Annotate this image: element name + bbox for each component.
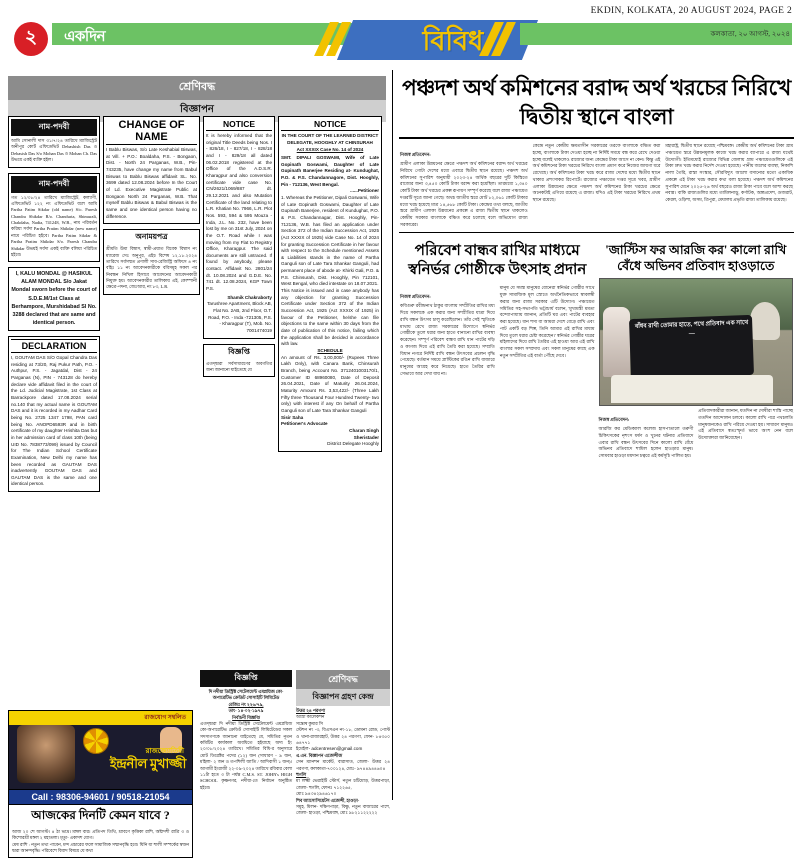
classified-zone xyxy=(4,70,390,854)
entry-line: সমূহ, মিলন- দক্ষিণপাড়া, বিষ্ণু, নতুন বাজারের পাশে, জেলা- হাওড়া, পশ্চিমবঙ্গ, মোঃ ৯৮২১১২২২২২ xyxy=(296,803,390,816)
ad-body: আমি সোনালী দাস ৩১/৭/২৪ তারিখে ম্যাজিস্ট্রেট অনীপুর কোর্ট এফিডেভিট Debashish Das ও Debasish Das S/o Mohan Das ও Mohan Ch. Das উভয়ে একই ব্যক্তি হইল। xyxy=(11,138,97,163)
statue-bust xyxy=(750,302,781,340)
ad-change-of-name xyxy=(103,116,200,224)
ad-body: গত ১২/০৮/২৪ তারিখে ম্যাজিস্ট্রেট, কল্যাণী, এফিডেভিট ১২২ নং এফিডেভিট বলে আমি Partha Patim Sikdar (old name) S/o. Paresh Chandra Shikdar R/o. Chanduria, Shimurali, Chakdaha, Nadia, 741248, W.B., নাম পরিবর্তন করিয়া সর্বদা Partha Pratim Shikdar (new name) নামে পরিচিত হইবে। Partha Patim Sikdar & Partha Pratim Shikdar S/o. Paresh Chandra Shikdar উভয়ই সর্বদা একই ব্যক্তি বলিয়া পরিচিত হইবে। xyxy=(11,194,97,257)
astrologer-advertisement[interactable] xyxy=(8,710,193,858)
entry-email[interactable]: ইমেইল- adcentresen@gmail.com xyxy=(296,746,363,752)
acceptance-header-2: বিজ্ঞাপন গ্রহণ কেন্দ্র xyxy=(296,689,390,706)
article-column-3 xyxy=(665,143,793,229)
ad-body: এতদ্দ্বারা সর্বসাধারণের অবগতির জন্য জানানো যাইতেছে যে xyxy=(206,360,272,373)
horoscope-aries: মেষ রাশি : নতুন তথ্য পাবেন, মন্দ প্রচারের ফলে সামাজিক সম্মানবৃদ্ধি হবে। যিনি যা শালী সম্পর্কের স্বজন দ্বারা আনন্দবৃদ্ধি। পরিবেশে বিবাদ বিষয়ে যে কথা xyxy=(12,841,189,854)
page-number-badge: ২ xyxy=(14,22,48,56)
story-body: আরজি কর মেডিক্যাল কলেজ হাসপাতালে তরুণী চিকিৎসকের নৃশংস ধর্ষণ ও খুনের ঘটনার প্রতিবাদে এবার রাখি বন্ধন উৎসবের দিনে কালো রাখি বেঁধে অভিনব প্রতিবাদে শামিল হলেন হাওড়ার মানুষ। সোমবার হাওড়া ময়দান চত্বরে এই কর্মসূচি পালিত হয়। xyxy=(598,426,694,459)
ad-name-change-1 xyxy=(8,116,100,168)
bengali-election-notice xyxy=(200,670,292,791)
masthead xyxy=(0,0,800,70)
astrologer-name: ইন্দ্রনীল মুখাজ্জী xyxy=(109,756,186,771)
story-rakhi-selfhelp xyxy=(400,240,595,460)
entry-line: মোঃ ৯৪৩৪২৯৪৬১৭০ xyxy=(296,791,337,797)
classified-banner-line1: শ্রেণিবদ্ধ xyxy=(8,76,386,100)
story-body: প্রতিবাদকারীরা জানান, যতদিন না দোষীরা শাস্তি পাচ্ছে ততদিন আন্দোলন চলবে। কালো রাখি পরে পথচলতি মানুষজনকেও রাখি পরিয়ে দেওয়া হয়। সাধারণ মানুষও এই প্রতিবাদে স্বতঃস্ফূর্ত ভাবে অংশ নেন বলে উদ্যোক্তারা জানিয়েছেন। xyxy=(698,408,793,441)
ad-officer-name: Charan Singh xyxy=(349,427,379,433)
ad-body: শ্রীমতি উমা বিশ্বাস, স্বামী-প্রয়াত বিবেক বিশ্বাস নং ম্যারেজ সেঃ অনুপুর, এইচ বিশেষ ১২.১৮.২০২৪ তারিখে সর্বসম্মত প্রণালী সাব-রেজিস্ট্রি অফিসে ৪ নং বহিঃ ১১ নং আবেদনকারীকে ববিসমূহ সকল পর নিবন্ধন নিখিল হিসাবে আবেদনের আবেদনকারী নিযুক্ত হয়। আবেদনকারীর তালিকায় এই, কোম্পানী ক্ষেত্রে-পদনা, জেঃআর, নং ৮৩, L.R. xyxy=(106,246,197,290)
ad-succession-court-notice xyxy=(278,116,382,452)
article-body: গ্রামীণ এলাকা উন্নয়নের ক্ষেত্রে পঞ্চদশ অর্থ কমিশনের বরাদ্দ অর্থ খরচের নিরিখে গোটা দেশের মধ্যে এবারে দ্বিতীয় স্থানে রয়েছে। পঞ্চদশ অর্থ কমিশনের সুপারিশ অনুযায়ী ২০২৩-২৪ অর্থিক বছরের দুটি কিস্তিতে রাজ্যের জন্য ৩,৪৫০ কোটি টাকা বরাদ্দ করা হয়েছিল। তারমধ্যে ১,৩৪০ কোটি টাকা অর্থ খরচের প্রকল্প রূপায়ণ সম্পূর্ণ করেছে বলে রাজ্য পঞ্চায়েত দপ্তরটি সূত্রে জানা গেছে। অথচ জাতীয় স্তরে মোট ৮২,০৬১ কোটি টাকার মধ্যে খরচ হয়েছে মাত্র ১৪,৫৬৮ কোটি টাকা। কেন্দ্রের তথ্য বলছে, জাতীয় স্তরে গ্রামীণ এলাকা উন্নয়নের প্রকল্পে এ রাজ্য দ্বিতীয় স্থানে থাকলেও কেন্দ্রীয় সরকার বাংলাকে বঞ্চিত করে চলেছে বলে অভিযোগ রাজ্য সরকারের। xyxy=(400,161,528,227)
ad-lost-deeds-notice xyxy=(203,116,275,339)
entry-title: এ.এন. বিজ্ঞাপন এজেন্সীজ xyxy=(296,752,343,758)
story-column-1 xyxy=(599,408,694,460)
acceptance-header-1: শ্রেণিবদ্ধ xyxy=(296,670,390,689)
story-black-rakhi-protest xyxy=(599,240,794,460)
ad-schedule-header: SCHEDULE xyxy=(317,348,343,353)
draped-table xyxy=(611,375,773,403)
mandala-icon xyxy=(83,728,109,754)
ad-header: NOTICE xyxy=(206,119,272,131)
entry-line: সন্তোষ কুমার সি xyxy=(296,720,323,726)
ad-body-2: 1. Whereas the Petitioner, Dipali Goswami, Wife of Late Gopinath Goswami, Daughter of Late Gupinath Banerjee, resident of Kundughat, P.O. & P.S. Chandannagar, Dist. Hooghly, Pin- 712136, W.B. has filed an application under Section 372 of the Indian Succession Act, 1925 (Act XXXIX of 1925) vide Case No. 14 of 2024 for granting Succession Certificate in her favour with respect to the Schedule mentioned Assets & Liabilities stands in the name of Partha Ganguli son of Late Tara Shankar Ganguli, had permanent place of abode at- Khirki Gali, P.O. & P.S. Chinsurah, Dist. Hooghly, Pin 712101, West Bengal, who died intestate on 18.07.2021. xyxy=(281,194,379,287)
ad-name-change-2 xyxy=(8,173,100,263)
astrologer-title: রাজজ্যোতিষী xyxy=(145,747,184,755)
acceptance-entry xyxy=(296,708,390,753)
ad-body-3: This Notice is issued and in case anybody has any objection for granting Succession Certificate under Section 372 of the Indian Succession Act, 1925 (Act XXXIX of 1925) in favour of the Petitioner, he/she can file objections to the same within 30 days from the date of publication of this notice, failing which the application shall be decided in accordance with law. xyxy=(281,288,379,347)
astrologer-photo xyxy=(9,711,192,789)
story-column-2 xyxy=(698,408,793,460)
entry-title: শিব অ্যাসোসিয়েটস এজেন্সী, হাওড়া- xyxy=(296,797,360,803)
article-column-1 xyxy=(400,143,528,229)
horoscope-title: আজকের দিনটি কেমন যাবে ? xyxy=(9,804,192,828)
ad-header: DECLARATION xyxy=(11,339,97,353)
entry-line: স্টেশন নং -৩, বিএসএন নং-১৮, ডোমনা রোড, পোস্ট ও থানা-রাজারহাট, উত্তর ২৪ পরগণা, ফোন- ৮৪৩৫০ ৬৪৭৭১ xyxy=(296,727,390,745)
ad-header: CHANGE OF NAME xyxy=(106,119,197,145)
horoscope-body: আজ ২০ শে আগস্ট। ৪ ঠা ভাদ্র। মঙ্গল বার। প্রতিপদ তিথি, শ্রাবণে কৃত্তিকা রাশি, অষ্টাদশী রাত্রি ৩ ও কিশোরশ্রী মঙ্গল ২ মহাতলা। মৃত্যু- একাদশ যোগ। xyxy=(12,829,189,841)
ad-body: It is hereby informed that the original Title Deeds being Nos. I - 826/18, I - 827/18, I - 828/18 and I - 829/18 all dated 06.02.2018 registered at the Office of the A.D.S.R. Kharagpur and also conversion certificate vide case No. CN/2621/1069/887 dt. 29.12.2021 and also Mutation Certificate of the land relating to L.R. Khatian No. 7966, L.R. Plot Nos. 593, 594 & 595 Mouza - Inda, J.L. No. 232, have been lost by me on 31st July, 2024 on the O.T. Road while I was moving from my Flat to Registry Office, Kharagpur. The said documents are still untraced. If found by anybody, please contact. Affidavit No. 2801/24 dt. 10.08.2024 and G.D.E. No. 741 dt. 12.08.2024, KGP Town P.S. xyxy=(206,133,272,292)
ad-petitioner-label: ......Petitioner xyxy=(350,188,379,194)
ad-header: নাম-পদবী xyxy=(11,176,97,193)
protest-photo xyxy=(599,278,794,406)
ad-header: বিজ্ঞপ্তি xyxy=(228,346,250,356)
ad-advocate-name: Sisir Saha xyxy=(281,414,304,420)
classified-banner-line2: বিজ্ঞাপন xyxy=(8,100,386,122)
notice-date: তাং- ১৪-০২-১৯৭৯ xyxy=(228,708,264,714)
story-column-2 xyxy=(500,285,595,377)
classified-column-3 xyxy=(203,116,275,497)
main-headline: পঞ্চদশ অর্থ কমিশনের বরাদ্দ অর্থ খরচের নিরিখে দ্বিতীয় স্থানে বাংলা xyxy=(402,76,791,129)
notice-registration: রেজিঃ নং ২২৬/৭৯, xyxy=(228,701,264,707)
acceptance-entry xyxy=(296,798,390,817)
astro-top-banner xyxy=(9,711,192,725)
ad-declaration xyxy=(8,336,100,492)
ad-case-number: Act XXXIX Case No. 14 of 2024 xyxy=(296,147,364,153)
ad-header: NOTICE xyxy=(281,119,379,131)
entry-line: মা লক্ষ্মী ভেরাইটি স্টোর্স, নতুন চটিমোড়, উত্তরপাড়া, জেলা- হুগলি, ফোনঃ ৭১২২৬৫, xyxy=(296,778,390,790)
ad-sworn-declaration xyxy=(8,267,100,331)
ad-body: I, GOUTAM DAS S/O Gopal Chandra Das residing at 73/20, Raj Pukur Path, P.O. - Authpur, P.S. - Jagatdal, Dist - 24 Parganas (N), PIN - 743128 do hereby declare vide affidavit filed in the court of the Ld. Judicial Magistrate, 1st Class at Barrackpore dated 17.08.2024 serial no.140 that my actual name is GOUTAM DAS and it is recorded in my Aadhar Card being No. 2725 1347 1798, PAN card being No. ANOPD6593R and in birth certificate of my daughter Hrishita Das but in her admission card of class 10th (being UID No. 7838773/099) issued by Council for The Indian School Certificate Examination, New Delhi my name has been recorded as GAUTAM DAS inadvertently GOUTAM DAS and GAUTAM DAS is the same and one identical person. xyxy=(11,355,97,487)
ad-body: I Bablu Biswas, S/o Late Keshabial Biswas, at Vill. + P.O.: Boaldaha, P.S. - Bongaon, Dist. - North 24 Parganas, W.B., Pin-743235, have change my name from Babul Biswas to Bablu Biswas affidavit SL. No. 3699 dated 12.08.2024 before In the Court of Ld. Executive Magistrate Public at Bongaon North 24 Parganas, W.B. That myself Bablu Biswas & Babul Biswas is the same and one identical person having no difference. xyxy=(106,147,197,219)
entry-title: উত্তর ২৪ পরগণা xyxy=(296,708,326,713)
astro-top-banner-text: রাজযোগ সম্বলিত xyxy=(144,715,186,721)
ad-bengali-bigyapti xyxy=(203,344,275,378)
slash-decoration-right xyxy=(487,22,511,61)
entry-line: সেন ম্যানশন মার্কেট, বারাসাত, জেলা- উত্তর ২৪ পরগণা, কলকাতা-৭০০১২৪, মোঃ- ৯৭৪৪৯৪৪৬০৪ xyxy=(296,759,390,771)
headline-rule xyxy=(399,137,794,139)
ad-signature: Shamik Chakraborty xyxy=(227,294,272,300)
article-body: কেন্দ্রে নতুন কেন্দ্রীয় ক্ষমতাসীন সরকারের তরফে বাংলাকে বঞ্চিত করা হচ্ছে, বাংলাকে টাকা দেওয়া হচ্ছে না নির্দিষ্ট সময়ে বন্ধ করে রেখে দেওয়া হচ্ছে বলেই থাকলেও রাজ্যের জন্য কেন্দ্রের টাকা আসে না কেন। কিন্তু এই অর্থ কমিশনের টাকা খরচের নিরিখে বাংলা প্রমাণ করে নিজের জায়গা ধরে রেখেছে। অর্থ কমিশনের টাকা খরচ করে রাজ্য দেশের মধ্যে দ্বিতীয় স্থানে থাকার প্রশংসাকর রিপোর্টে। রাজ্যের পঞ্চায়েত দপ্তর সূত্রে খবর, গ্রামীণ এলাকা উন্নয়নের ক্ষেত্রে পঞ্চদশ অর্থ কমিশনের টাকা খরচের ক্ষেত্রে অনেকটাই এগিয়ে রয়েছে এ রাজ্য। যদিও এই টাকা খরচের নিরিখে প্রথম স্থানে রয়েছে। xyxy=(532,143,661,203)
ad-schedule-body: An amount of Rs. 3,00,000/- (Rupees Three Lakh Only), with Canara Bank, Chinsurah Branch, being Account No. 3712401003170/1, Customer ID 68960080, Date of Deposit 26.04.2021, Date of Maturity 26.04.2024, Maturity Amount Rs. 3,53,422/- (Three Lakh Fifty three Thousand Four Hundred Twenty- two only) with interest if any On behalf of Partha Ganguli son of Late Tara Shankar Ganguli xyxy=(281,354,379,413)
astrologer-phone[interactable]: Call : 98306-94601 / 90518-21054 xyxy=(9,789,192,804)
classified-column-4 xyxy=(278,116,382,497)
astrologer-portrait xyxy=(17,725,75,783)
classified-columns xyxy=(8,116,388,497)
ad-advocate-label: Petitioner's Advocate xyxy=(281,421,328,427)
notice-subtitle: নির্বাচনী বিজ্ঞপ্তি xyxy=(232,714,260,720)
ad-header: নাম-পদবী xyxy=(11,119,97,136)
section-divider xyxy=(399,232,794,233)
classified-column-2 xyxy=(103,116,200,497)
notice-society-name: দি নদীয়া ডিস্ট্রিক্ট সেটেলমেন্ট এমপ্লয়িজ কো-অপারেটিভ ক্রেডিট সোসাইটি লিমিটেড xyxy=(208,689,284,701)
entry-line: আম্রা কালেকশন xyxy=(296,714,325,720)
secondary-stories xyxy=(397,236,796,460)
article-byline: নিজস্ব প্রতিবেদন: xyxy=(400,152,431,158)
acceptance-entry xyxy=(296,753,390,772)
ad-acceptance-centre xyxy=(296,670,390,817)
notice-header: বিজ্ঞপ্তি xyxy=(200,670,292,687)
story-headline: 'জাস্টিস ফর আরজি কর' কালো রাখি বেঁধে অভিনব প্রতিবাদ হাওড়াতে xyxy=(605,242,787,273)
story-body: কবিগুরু রবীন্দ্রনাথ ঠাকুর বাংলায় সম্প্রীতির রাখির মধ্য দিয়ে সকলকে এক করার জন্য সম্প্রীতির যাত্রা দিয়ে রাখি বন্ধন উৎসব চালু করেছিলেন। তাঁর সেই স্মৃতিকে মাথায় রেখে রাজ্য সরকারের উদ্যোগে স্বনির্ভর গোষ্ঠীকে তুলে ধরার জন্য হাতে বানানো রাখির ব্যবস্থা করেছেন। সম্পূর্ণ পরিবেশ বান্ধব রাখি ধান পাটের দড়ি ও কাগজ দিয়ে এই রাখি তৈরি করা হয়েছে। সম্প্রতি বিধান নগরে নির্দিষ্ট রাখি বন্ধন উৎসবের প্রচলন বৃদ্ধি পেয়েছে। বর্তমান সময়ে প্লাস্টিকের রঙিন রাখি বাজারে মানুষের আগ্রহ করে নিয়েছে। হাতে তৈরির রাখি সেভাবে আর দেখা যায় না। xyxy=(400,303,495,376)
acceptance-entry xyxy=(296,772,390,798)
classified-column-1 xyxy=(8,116,100,497)
ad-bengali-notice xyxy=(103,229,200,295)
ad-officer-title: Sheristader xyxy=(353,434,379,440)
article-body: মহারাষ্ট্র, দ্বিতীয় স্থানে রয়েছে পশ্চিমবঙ্গ। কেন্দ্রীয় অর্থ কমিশনের টাকা গ্রাম পঞ্চায়েত স্তরে উন্নয়নমূলক কাজে খরচ করার ব্যাপারে এ রাজ্য যথেষ্ট উদ্যোগী। ইতিমধ্যেই রাজ্যের বিভিন্ন জেলায় গ্রাম পঞ্চায়েতগুলিকে এই টাকা দ্রুত খরচ করার নির্দেশ দেওয়া হয়েছে। পানীয় জলের ব্যবস্থা, নিকাশি নালা তৈরি, রাস্তা সংস্কার, সৌরবিদ্যুৎ আলো বসানোর মতো একাধিক প্রকল্পে এই টাকা খরচ করার কথা বলা হয়েছে। পঞ্চদশ অর্থ কমিশনের সুপারিশ মেনে ২০২৫-২৬ অর্থ বছরেও রাজ্য টাকা পাবে বলে আশা করছে নবান্ন। বাকি রাজ্যগুলির মধ্যে তামিলনাড়ু, কর্ণাটক, অন্ধ্রপ্রদেশ, গুজরাট, কেরল, ওড়িশা, অসম, ত্রিপুরা, মেঘালয় প্রভৃতি রাজ্য তালিকায় রয়েছে। xyxy=(665,143,794,203)
story-byline: নিজস্ব প্রতিবেদন: xyxy=(400,294,431,300)
story-headline: পরিবেশ বান্ধব রাখির মাধ্যমে স্বনির্ভর গোষ্ঠীকে উৎসাহ প্রদান xyxy=(408,242,587,279)
paper-logo: একদিন xyxy=(64,29,106,45)
ad-petitioner-block: SMT. DIPALI GOSWAMI, Wife of Late Gopinath Goswami, Daughter of Late Gupinath Banerjee Residing at- Kundughat, P.O. & P.S. Chandannagore, Dist. Hooghly, Pin - 712136, West Bengal. xyxy=(281,154,379,187)
news-zone xyxy=(392,70,796,800)
section-title: বিবিধ xyxy=(422,26,484,56)
edition-line-bengali: কলকাতা, ২০ আগস্ট, ২০২৪ xyxy=(710,30,790,38)
story-column-1 xyxy=(400,285,495,377)
entry-title: হুগলি xyxy=(296,772,307,778)
ad-header: অনাময়পত্র xyxy=(135,232,168,242)
edition-line-english: EKDIN, KOLKATA, 20 AUGUST 2024, PAGE 2 xyxy=(590,6,792,16)
horoscope-content xyxy=(9,828,192,857)
main-article-columns xyxy=(397,143,796,229)
ad-body: I, KALU MONDAL @ HASIKUL ALAM MONDAL S/o Jakat Mondal sworn before the court of S.D.E.M/1st Class at Berhampore, Murshidabad Sl No. 3288 declared that are same and identical person. xyxy=(11,271,97,326)
ad-signature-address: Tarushree Apartment, Block AB, Flat No. 2AB, 2nd Floor, O.T. Road, P.O. - Inda -721305, P.S. - Kharagpur (T), Mob. No. 7001474019 xyxy=(207,301,272,334)
story-byline: নিজস্ব প্রতিবেদন: xyxy=(598,417,630,423)
person-silhouette xyxy=(603,307,630,378)
ad-officer-office: District Delegate Hooghly xyxy=(327,441,379,447)
notice-body: এতদ্দ্বারা দি নদীয়া ডিস্ট্রিক্ট সেটেলমেন্ট এমপ্লয়িজ কো-অপারেটিভ ক্রেডিট সোসাইটি লিমিটেডের সকল সদস্যগণকে জানানো যাইতেছে যে, সমিতির নূতন কমিটির কার্যকাল অবধিতে হইয়াছে অদ্য ইং ২০/০৮/২০২৪ তারিখে। সমিতির বিধি-র অনুসারে মোট ডিরেক্টর পদের (১২) জন (সাধারণ - ৯ জন, মহিলা- ২ জন ও তপশিলী জাতি / আদিবাসী ১ জন)। আগামী ইংরাজী ২২-০৯-২০২৪ তারিখে রবিবার বেলা ১১টা হতে ৩ টা পর্যন্ত C.M.S. ST. JOHN's HIGH SCHOOL কৃষ্ণনগর, নদীয়া-তে নির্বাচন অনুষ্ঠিত হইবে। xyxy=(200,720,292,790)
banner-slogan-text: বাঁধব রাখী তোমার হাতে, পথে প্রতিবাদ এক সাথে— xyxy=(634,319,749,337)
article-column-2 xyxy=(533,143,661,229)
ad-court-line: IN THE COURT OF THE LEARNED DISTRICT DELEGATE, HOOGHLY AT CHINSURAH xyxy=(281,133,379,145)
story-body: মানুষ যে সমস্ত মানুষের বোনেরা স্বনির্ভর গোষ্ঠীর সাথে যুক্ত সামাজিক মূল স্রোতে অর্থনৈতিকভাবে স্বাবলম্বী করার জন্য রাজ্য সরকার এটি উদ্যোগ। পঞ্চায়েত সমিতির সহ-সভাপতি ভট্টাচার্য বলেন, 'মুখ্যমন্ত্রী মমতা বন্দ্যোপাধ্যায় জানান, প্রতিটি ঘর এবং পাটের ব্যবহার করা হয়েছে। ধান শস্য বা আমরা দেশে বেড়ে রাখি এবং পাট একটি বড় শিল্প, তিনি আমার এই রাখির মাধ্যম দিয়ে তুলে ধরার চেষ্টা করেছেন।' স্বনির্ভর গোষ্ঠীর ঘরের মহিলাদের দিয়ে রাখি তৈরির এই হাওয়া আর এই রাখি বাংলার সকল সম্প্রদায় এবং সকল মানুষের কাছে এক নতুন সম্প্রীতির এই বার্তা পৌঁছে দেবে। xyxy=(499,285,595,358)
